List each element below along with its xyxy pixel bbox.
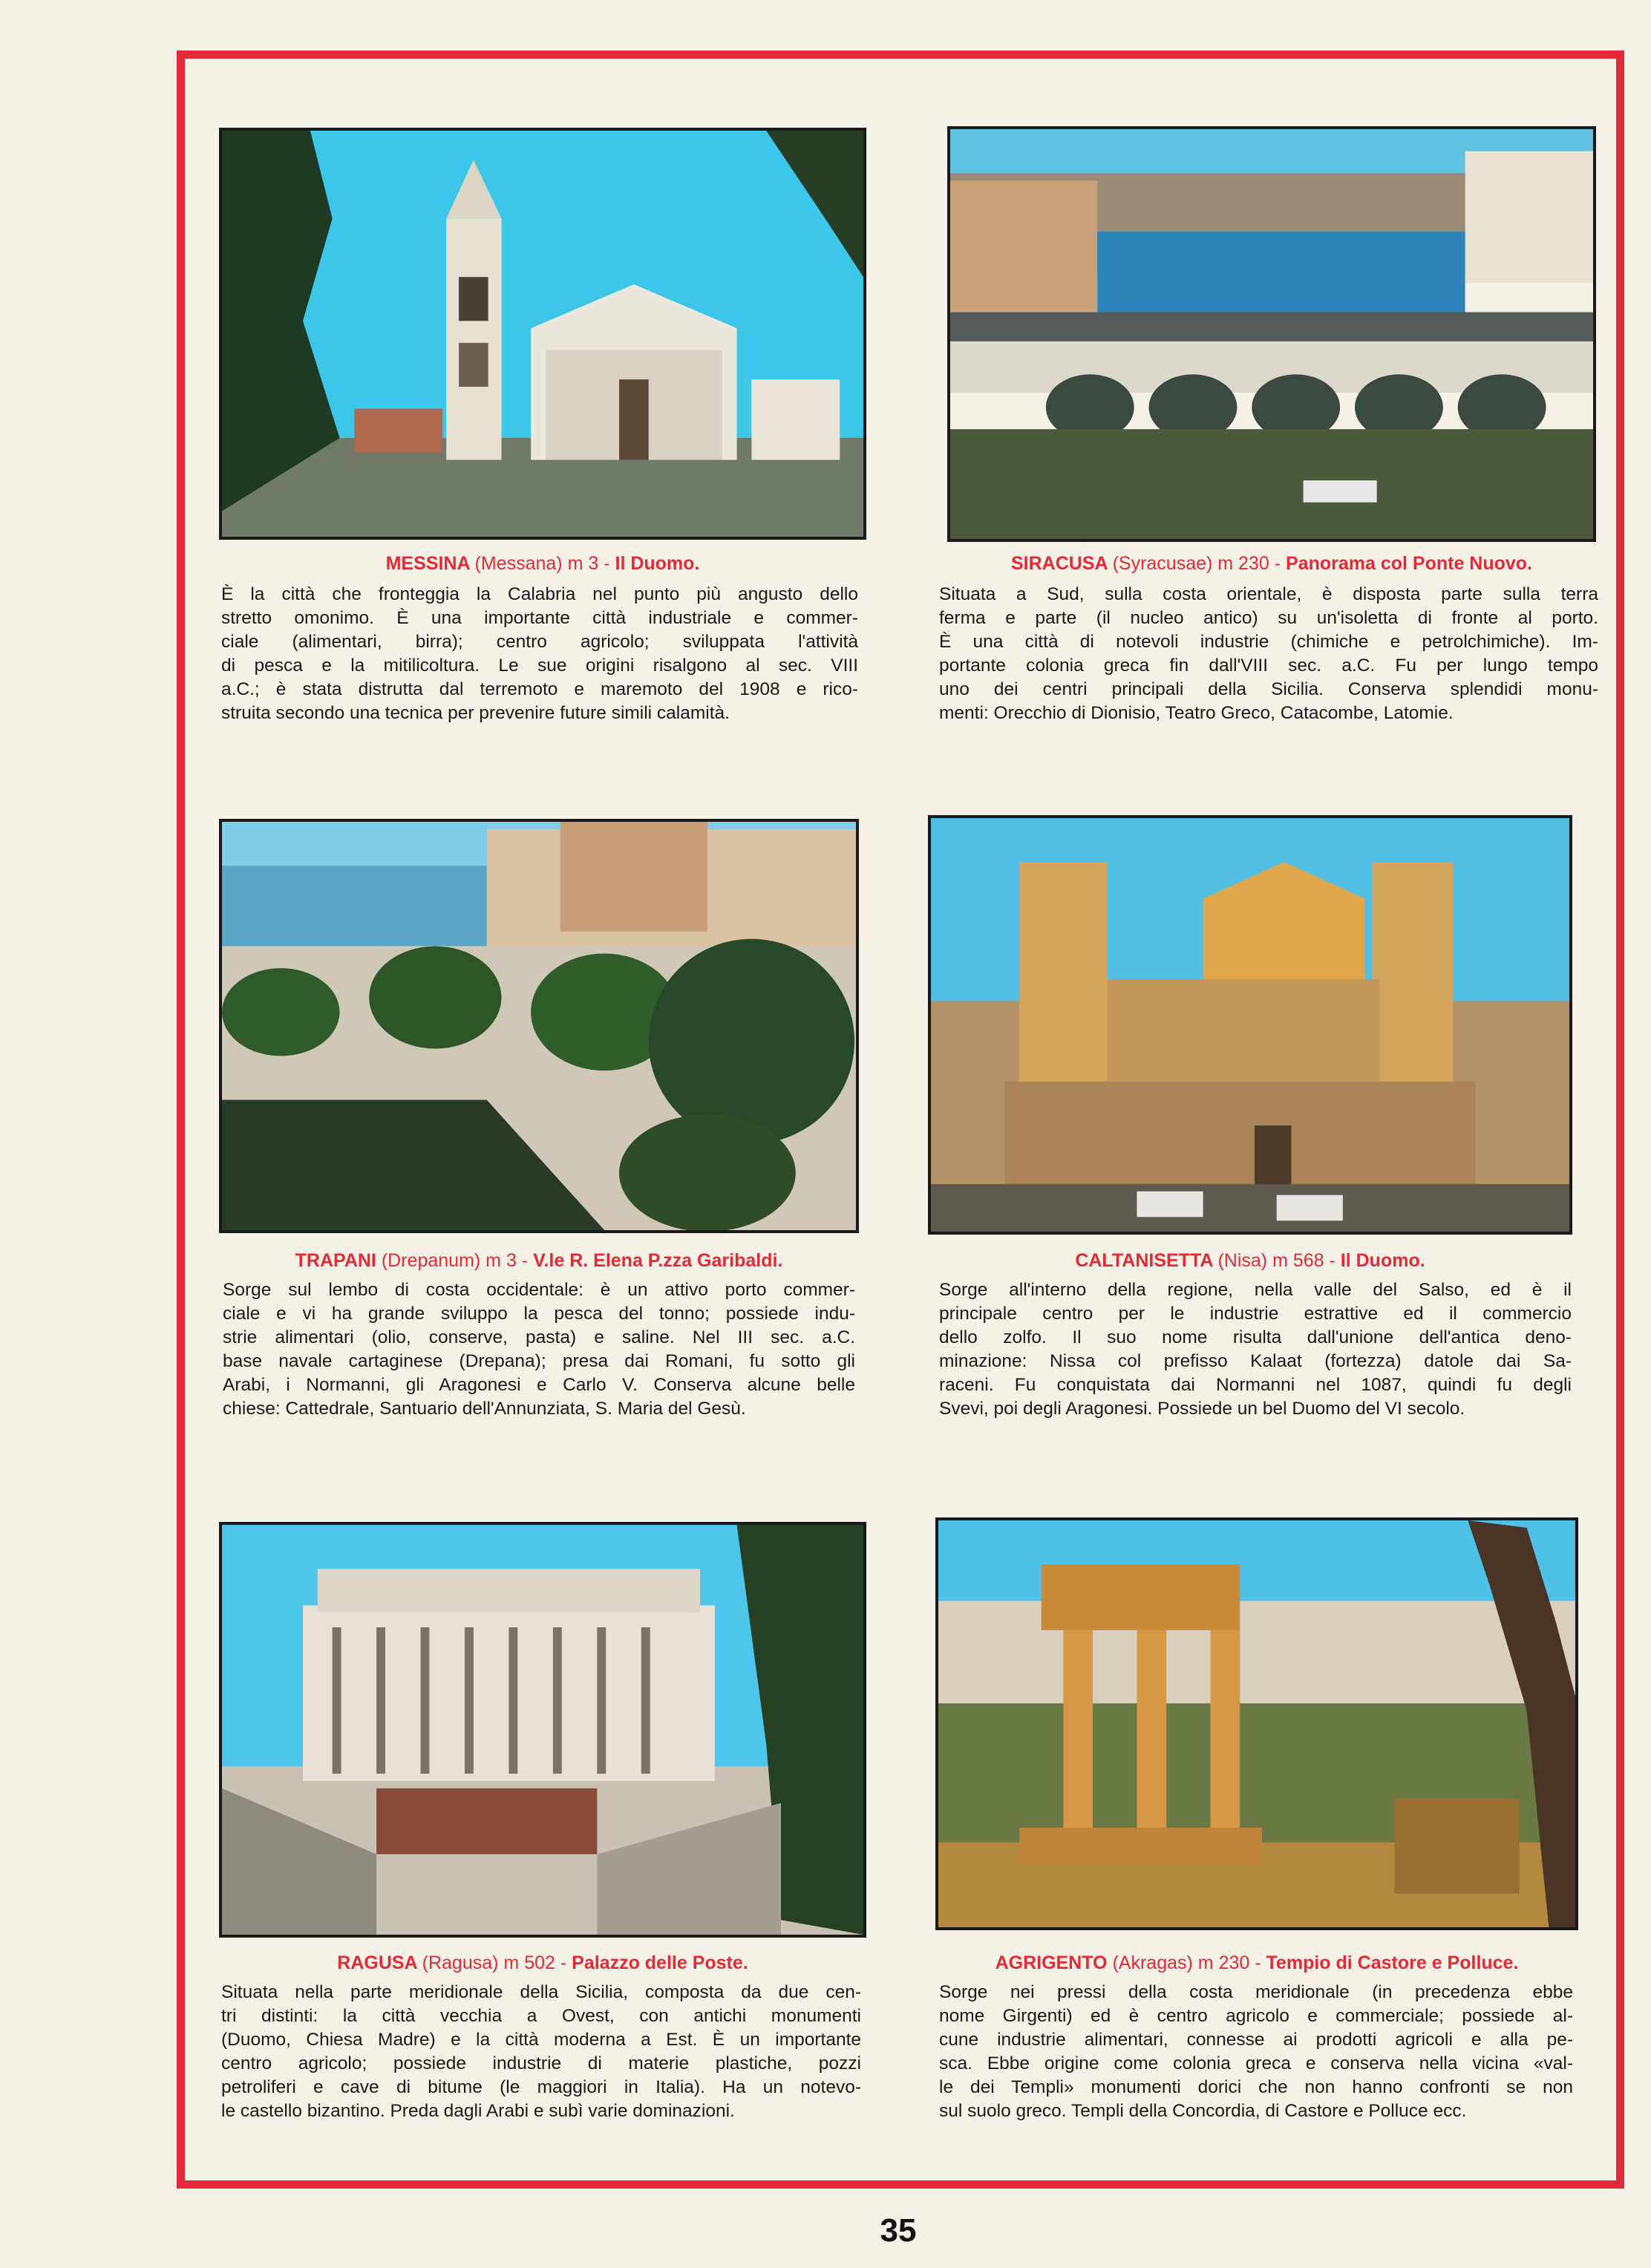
altitude: m 568 [1272,1250,1324,1271]
city-name: MESSINA [385,553,470,574]
text-line: Sorge all'interno della regione, nella valle del Salso, ed è il [939,1280,1572,1300]
text-line: dello zolfo. Il suo nome risulta dall'unione dell'antica deno- [939,1327,1572,1347]
ancient-name: (Ragusa) [422,1952,499,1973]
text-line: struita secondo una tecnica per prevenire future simili calamità. [221,703,730,723]
text-line: È la città che fronteggia la Calabria nel punto più angusto dello [221,584,858,604]
photo-subject: Palazzo delle Poste. [572,1952,748,1973]
photo-agrigento-tempio [935,1517,1578,1930]
ancient-name: (Syracusae) [1112,553,1213,574]
text-line: sca. Ebbe origine come colonia greca e conserva nella vicina «val- [939,2053,1573,2073]
text-line: portante colonia greca fin dall'VIII sec. a.C. Fu per lungo tempo [939,656,1598,676]
description-siracusa [939,583,1598,725]
text-line: Sorge nei pressi della costa meridionale (in precedenza ebbe [939,1982,1573,2002]
photo-subject: Il Duomo. [615,553,700,574]
photo-subject: Tempio di Castore e Polluce. [1266,1952,1519,1973]
ancient-name: (Messana) [474,553,563,574]
city-name: TRAPANI [295,1250,376,1271]
text-line: le dei Templi» monumenti dorici che non hanno confronti se non [939,2077,1573,2097]
text-line: ciale (alimentari, birra); centro agricolo; sviluppata l'attività [221,632,858,652]
text-line: tri distinti: la città vecchia a Ovest, con antichi monumenti [221,2006,861,2026]
text-line: cune industrie alimentari, connesse ai prodotti agricoli e alla pe- [939,2030,1573,2050]
page-number: 35 [880,2212,917,2249]
text-line: nome Girgenti) ed è centro agricolo e commerciale; possiede al- [939,2006,1573,2026]
text-line: uno dei centri principali della Sicilia. Conserva splendidi monu- [939,679,1598,699]
description-agrigento [939,1981,1573,2123]
description-messina [221,583,858,725]
city-name: CALTANISETTA [1075,1250,1213,1271]
altitude: m 3 [567,553,599,574]
text-line: a.C.; è stata distrutta dal terremoto e maremoto del 1908 e rico- [221,679,858,699]
caption-agrigento: AGRIGENTO (Akragas) m 230 - Tempio di Castore e Polluce. [995,1952,1519,1973]
city-name: RAGUSA [337,1952,417,1973]
text-line: raceni. Fu conquistata dai Normanni nel 1087, quindi fu degli [939,1375,1572,1395]
text-line: centro agricolo; possiede industrie di materie plastiche, pozzi [221,2053,861,2073]
text-line: Svevi, poi degli Aragonesi. Possiede un bel Duomo del VI secolo. [939,1399,1465,1419]
text-line: base navale cartaginese (Drepana); presa dai Romani, fu sotto gli [223,1351,855,1371]
caption-messina: MESSINA (Messana) m 3 - Il Duomo. [385,553,700,574]
photo-subject: Panorama col Ponte Nuovo. [1286,553,1533,574]
caption-caltanisetta: CALTANISETTA (Nisa) m 568 - Il Duomo. [1075,1250,1425,1271]
text-line: (Duomo, Chiesa Madre) e la città moderna a Est. È un importante [221,2030,861,2050]
city-name: AGRIGENTO [995,1952,1108,1973]
ancient-name: (Akragas) [1112,1952,1193,1973]
ancient-name: (Nisa) [1217,1250,1268,1271]
caption-trapani: TRAPANI (Drepanum) m 3 - V.le R. Elena P.zza Garibaldi. [295,1250,783,1271]
text-line: strie alimentari (olio, conserve, pasta) e saline. Nel III sec. a.C. [223,1327,855,1347]
altitude: m 3 [486,1250,517,1271]
text-line: minazione: Nissa col prefisso Kalaat (fortezza) datole dai Sa- [939,1351,1572,1371]
text-line: menti: Orecchio di Dionisio, Teatro Greco, Catacombe, Latomie. [939,703,1454,723]
caption-ragusa: RAGUSA (Ragusa) m 502 - Palazzo delle Poste. [337,1952,748,1973]
text-line: È una città di notevoli industrie (chimiche e petrolchimiche). Im- [939,632,1598,652]
photo-ragusa-palazzo-poste [219,1522,866,1938]
photo-subject: Il Duomo. [1340,1250,1425,1271]
altitude: m 230 [1217,553,1269,574]
text-line: ciale e vi ha grande sviluppo la pesca del tonno; possiede indu- [223,1304,855,1324]
text-line: ferma e parte (il nucleo antico) su un'isoletta di fronte al porto. [939,608,1598,628]
altitude: m 502 [503,1952,555,1973]
ancient-name: (Drepanum) [381,1250,481,1271]
photo-messina-duomo [219,128,866,540]
city-name: SIRACUSA [1010,553,1108,574]
text-line: di pesca e la mitilicoltura. Le sue origini risalgono al sec. VIII [221,656,858,676]
description-caltanisetta [939,1278,1572,1421]
photo-trapani-viale [219,819,859,1233]
text-line: stretto omonimo. È una importante città industriale e commer- [221,608,858,628]
text-line: Sorge sul lembo di costa occidentale: è un attivo porto commer- [223,1280,855,1300]
text-line: petroliferi e cave di bitume (le maggiori in Italia). Ha un notevo- [221,2077,861,2097]
text-line: le castello bizantino. Preda dagli Arabi e subì varie dominazioni. [221,2101,735,2121]
photo-siracusa-ponte-nuovo [947,126,1596,542]
caption-siracusa: SIRACUSA (Syracusae) m 230 - Panorama col Ponte Nuovo. [1010,553,1533,574]
text-line: Situata nella parte meridionale della Sicilia, composta da due cen- [221,1982,861,2002]
description-ragusa [221,1981,861,2123]
text-line: sul suolo greco. Templi della Concordia, di Castore e Polluce ecc. [939,2101,1467,2121]
text-line: chiese: Cattedrale, Santuario dell'Annunziata, S. Maria del Gesù. [223,1399,746,1419]
description-trapani [223,1278,855,1421]
text-line: Arabi, i Normanni, gli Aragonesi e Carlo V. Conserva alcune belle [223,1375,855,1395]
altitude: m 230 [1197,1952,1250,1973]
text-line: principale centro per le industrie estrattive ed il commercio [939,1304,1572,1324]
text-line: Situata a Sud, sulla costa orientale, è disposta parte sulla terra [939,584,1598,604]
photo-caltanisetta-duomo [928,815,1572,1235]
photo-subject: V.le R. Elena P.zza Garibaldi. [533,1250,783,1271]
